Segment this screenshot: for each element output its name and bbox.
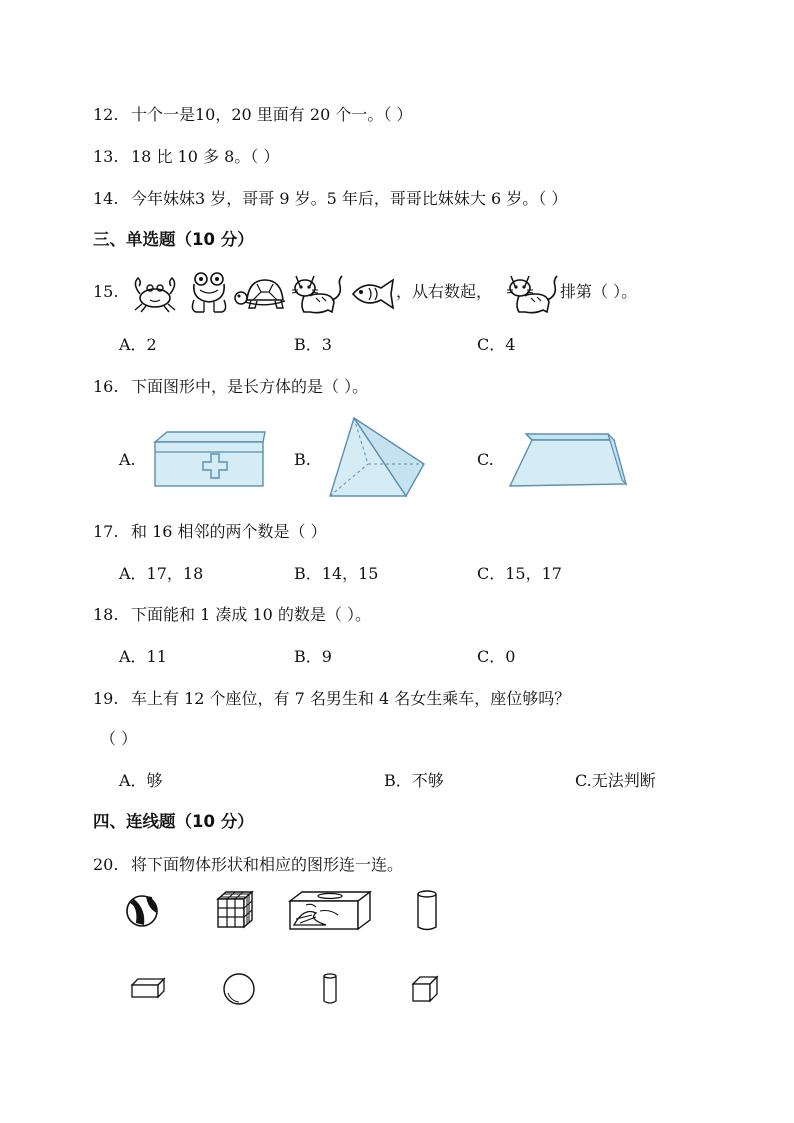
answer-parentheses: （ ）: [100, 729, 138, 748]
option-c: C.无法判断: [575, 771, 656, 790]
question-number: 19.: [93, 689, 119, 708]
option-c: C.: [477, 450, 494, 469]
cylinder-can-icon: [414, 889, 440, 933]
question-text: 车上有 12 个座位，有 7 名男生和 4 名女生乘车，座位够吗？: [131, 689, 571, 708]
question-number: 17.: [93, 522, 119, 541]
question-number: 16.: [93, 377, 119, 396]
question-text: 将下面物体形状和相应的图形连一连。: [131, 855, 404, 874]
question-text: 下面图形中，是长方体的是（ ）。: [131, 377, 369, 396]
option-a: A．17，18: [119, 564, 204, 583]
option-a: A.: [119, 450, 136, 469]
tissue-box-icon: [286, 889, 372, 931]
option-c: C．15，17: [477, 564, 562, 583]
cat-icon: [505, 270, 561, 316]
fish-icon: [349, 276, 397, 312]
option-b: B．不够: [384, 771, 444, 790]
option-a: A．11: [119, 647, 167, 666]
question-13: [93, 146, 279, 168]
pyramid-icon: [324, 416, 428, 498]
question-19: [93, 688, 570, 710]
question-18: [93, 604, 371, 626]
first-aid-box-icon: [145, 430, 267, 490]
section-heading-matching: 四、连线题（10 分）: [93, 812, 254, 831]
section-heading-single-choice: 三、单选题（10 分）: [93, 230, 254, 249]
question-text: 十个一是10，20 里面有 20 个一。（ ）: [131, 105, 413, 124]
question-16: [93, 376, 368, 398]
question-17: [93, 521, 327, 543]
question-number: 14.: [93, 189, 119, 208]
question-15-number: 15.: [93, 282, 119, 301]
question-14: [93, 188, 567, 210]
option-b: B．14，15: [294, 564, 379, 583]
turtle-icon: [233, 274, 289, 314]
option-c: C．0: [477, 647, 516, 666]
question-number: 20.: [93, 855, 119, 874]
cat-icon: [290, 270, 346, 316]
sphere-icon: [221, 971, 257, 1007]
question-15-text-end: 排第（ ）。: [560, 282, 638, 301]
question-text: 18 比 10 多 8。（ ）: [131, 147, 280, 166]
question-number: 18.: [93, 605, 119, 624]
option-b: B．3: [294, 335, 332, 354]
frog-icon: [186, 270, 232, 316]
prism-icon: [506, 430, 630, 490]
question-text: 今年妹妹3 岁，哥哥 9 岁。5 年后，哥哥比妹妹大 6 岁。（ ）: [131, 189, 568, 208]
cylinder-icon: [320, 972, 340, 1006]
cuboid-icon: [130, 977, 166, 999]
option-c: C．4: [477, 335, 516, 354]
option-b: B.: [294, 450, 311, 469]
question-text: 和 16 相邻的两个数是（ ）: [131, 522, 327, 541]
question-number: 12.: [93, 105, 119, 124]
question-number: 13.: [93, 147, 119, 166]
cube-icon: [410, 975, 440, 1003]
option-b: B．9: [294, 647, 332, 666]
option-a: A．够: [119, 771, 163, 790]
ball-icon: [124, 893, 160, 929]
question-12: [93, 104, 412, 126]
crab-icon: [130, 272, 180, 314]
option-a: A．2: [119, 335, 157, 354]
question-15-text-middle: ，从右数起，: [396, 282, 493, 301]
question-20: [93, 854, 403, 876]
rubik-cube-icon: [214, 889, 256, 931]
question-text: 下面能和 1 凑成 10 的数是（ ）。: [131, 605, 371, 624]
